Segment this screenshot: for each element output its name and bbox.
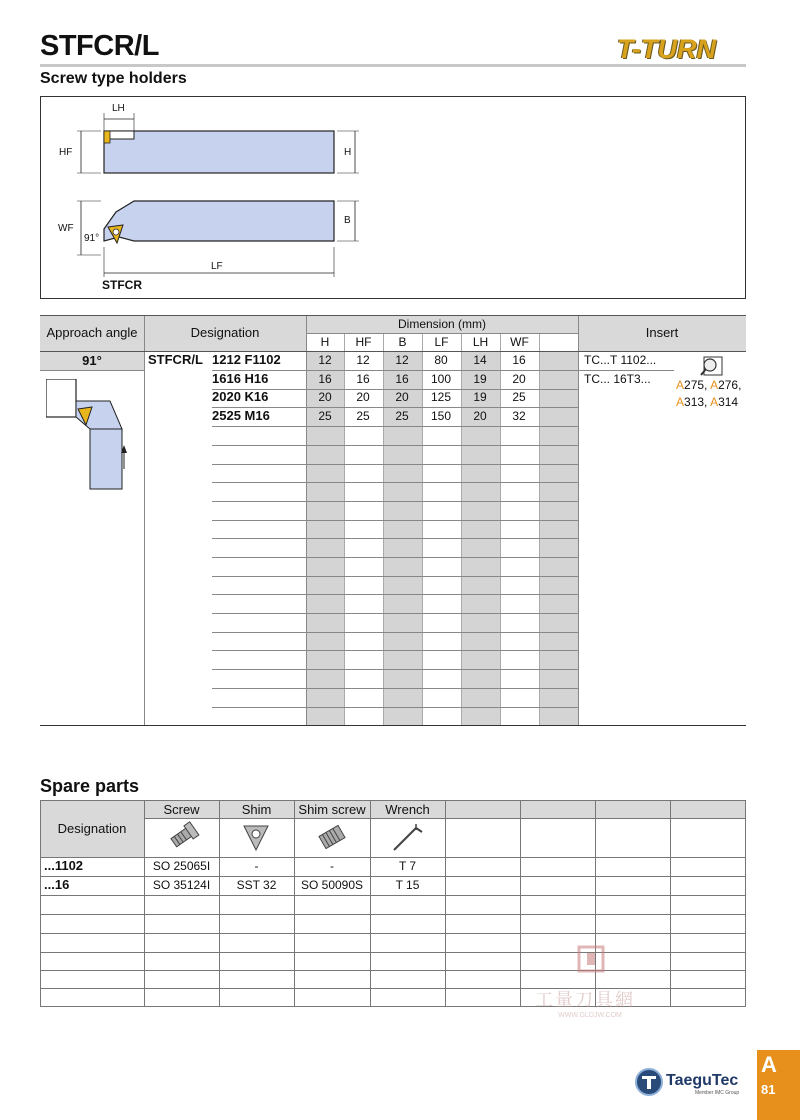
row-divider bbox=[212, 464, 578, 465]
spare-header-screw: Screw bbox=[163, 802, 200, 817]
col-b: B bbox=[398, 335, 407, 349]
spare-header-wrench: Wrench bbox=[385, 802, 430, 817]
row-divider bbox=[212, 538, 578, 539]
grid-line bbox=[40, 857, 746, 858]
header-designation: Designation bbox=[190, 325, 260, 340]
row-divider bbox=[212, 576, 578, 577]
designation-row-4: 2525 M16 bbox=[212, 408, 270, 423]
row-divider bbox=[212, 594, 578, 595]
dimension-value: 14 bbox=[473, 353, 487, 367]
holder-side-view bbox=[104, 131, 334, 173]
row-divider bbox=[578, 370, 674, 371]
row-divider bbox=[212, 482, 578, 483]
approach-angle-value: 91° bbox=[82, 353, 102, 368]
designation-row-2: 1616 H16 bbox=[212, 371, 269, 386]
dimension-value: 20 bbox=[473, 409, 487, 423]
holder-orientation-icon bbox=[46, 379, 136, 491]
watermark-url: WWW.GLDJW.COM bbox=[558, 1012, 622, 1019]
spare-parts-title: Spare parts bbox=[40, 776, 140, 796]
dimension-value: 80 bbox=[434, 353, 448, 367]
insert-reference-links[interactable]: A275, A276, A313, A314 bbox=[676, 378, 742, 409]
designation-row-1: 1212 F1102 bbox=[212, 352, 281, 367]
title-divider bbox=[40, 64, 746, 67]
section-tab bbox=[757, 1050, 800, 1120]
holder-top-view bbox=[104, 201, 334, 241]
page-title: STFCR/L bbox=[40, 30, 159, 62]
dimension-value: 20 bbox=[512, 372, 526, 386]
wf-label: WF bbox=[58, 223, 74, 234]
hf-label: HF bbox=[59, 147, 73, 158]
dimension-value: 20 bbox=[356, 390, 370, 404]
grid-line bbox=[144, 800, 145, 1007]
grid-line bbox=[294, 800, 295, 1007]
dimension-value: 100 bbox=[430, 372, 452, 386]
grid-line bbox=[445, 800, 446, 1007]
row-divider bbox=[212, 520, 578, 521]
dimension-value: 16 bbox=[318, 372, 332, 386]
row-divider bbox=[40, 370, 144, 371]
col-h: H bbox=[320, 335, 330, 349]
header-dimension: Dimension (mm) bbox=[397, 317, 486, 331]
h-label: H bbox=[344, 147, 352, 158]
row-divider bbox=[212, 445, 578, 446]
grid-line bbox=[40, 800, 746, 801]
row-divider bbox=[212, 707, 578, 708]
angle-label: 91° bbox=[84, 233, 100, 244]
spare-designation-row-2: ...16 bbox=[44, 877, 70, 892]
dimension-value: 125 bbox=[430, 390, 452, 404]
insert-row-1: TC...T 1102... bbox=[584, 353, 657, 367]
dimension-value: 25 bbox=[395, 409, 409, 423]
magnifier-book-icon bbox=[700, 355, 724, 377]
designation-prefix: STFCR/L bbox=[148, 352, 203, 367]
grid-line bbox=[40, 914, 746, 915]
dimension-value: 19 bbox=[473, 390, 487, 404]
dimension-value: 32 bbox=[512, 409, 526, 423]
brand-name: TaeguTec bbox=[666, 1072, 739, 1089]
row-divider bbox=[212, 632, 578, 633]
spare-wrench-row-2: T 15 bbox=[395, 878, 420, 892]
col-wf: WF bbox=[510, 335, 529, 349]
section-letter: A bbox=[761, 1052, 777, 1077]
dimension-table bbox=[40, 315, 746, 726]
row-divider bbox=[212, 426, 578, 427]
dimension-value: 16 bbox=[356, 372, 370, 386]
dimension-value: 150 bbox=[430, 409, 452, 423]
row-divider bbox=[212, 688, 578, 689]
spare-wrench-row-1: T 7 bbox=[398, 859, 417, 873]
col-lf: LF bbox=[434, 335, 449, 349]
spare-header-shim: Shim bbox=[241, 802, 272, 817]
watermark-text: 工量刀具網 bbox=[535, 990, 635, 1010]
shim-icon bbox=[238, 820, 274, 854]
dimension-value: 12 bbox=[356, 353, 370, 367]
dimension-value: 12 bbox=[395, 353, 409, 367]
spare-shim-screw-row-2: SO 50090S bbox=[300, 878, 364, 892]
spare-header-designation: Designation bbox=[57, 821, 127, 836]
diagram-caption: STFCR bbox=[102, 278, 142, 292]
brand-sub: Member IMC Group bbox=[695, 1090, 740, 1096]
spare-shim-screw-row-1: - bbox=[330, 859, 334, 873]
b-label: B bbox=[344, 215, 351, 226]
t-turn-logo: T-TURN bbox=[617, 34, 716, 64]
dimension-value: 25 bbox=[356, 409, 370, 423]
dimension-value: 12 bbox=[318, 353, 332, 367]
spare-shim-row-2: SST 32 bbox=[236, 878, 277, 892]
grid-line bbox=[40, 876, 746, 877]
lh-label: LH bbox=[112, 103, 125, 114]
insert-row-2: TC... 16T3... bbox=[584, 372, 651, 386]
holder-diagram bbox=[40, 96, 746, 299]
dimension-value: 16 bbox=[395, 372, 409, 386]
spare-shim-row-1: - bbox=[254, 859, 259, 873]
holder-drawing bbox=[41, 97, 745, 298]
watermark bbox=[535, 945, 655, 1019]
screw-icon bbox=[164, 820, 200, 854]
dimension-value: 20 bbox=[395, 390, 409, 404]
row-divider bbox=[212, 501, 578, 502]
grid-line bbox=[40, 895, 746, 896]
grid-line bbox=[670, 800, 671, 1007]
dimension-value: 25 bbox=[512, 390, 526, 404]
grid-line bbox=[40, 933, 746, 934]
spare-designation-row-1: ...1102 bbox=[44, 858, 84, 873]
taegutec-logo-icon bbox=[635, 1068, 663, 1096]
row-divider bbox=[212, 650, 578, 651]
col-hf: HF bbox=[355, 335, 372, 349]
page-subtitle: Screw type holders bbox=[40, 70, 187, 87]
shim-screw-icon bbox=[314, 820, 350, 854]
row-divider bbox=[212, 613, 578, 614]
lf-label: LF bbox=[211, 261, 223, 272]
grid-line bbox=[219, 800, 220, 1007]
designation-row-3: 2020 K16 bbox=[212, 389, 269, 404]
col-lh: LH bbox=[472, 335, 489, 349]
dimension-value: 20 bbox=[318, 390, 332, 404]
header-insert: Insert bbox=[645, 325, 679, 340]
grid-line bbox=[144, 818, 746, 819]
dimension-value: 19 bbox=[473, 372, 487, 386]
spare-screw-row-1: SO 25065I bbox=[152, 859, 211, 873]
spare-header-shim-screw: Shim screw bbox=[298, 802, 366, 817]
spare-screw-row-2: SO 35124I bbox=[152, 878, 211, 892]
grid-line bbox=[520, 800, 521, 1007]
dimension-value: 25 bbox=[318, 409, 332, 423]
grid-line bbox=[745, 800, 746, 1007]
page-number: 81 bbox=[761, 1082, 776, 1097]
row-divider bbox=[212, 557, 578, 558]
grid-line bbox=[370, 800, 371, 1007]
watermark-logo-icon bbox=[535, 945, 655, 989]
row-divider bbox=[212, 669, 578, 670]
header-approach-angle: Approach angle bbox=[46, 325, 138, 340]
dimension-value: 16 bbox=[512, 353, 526, 367]
wrench-icon bbox=[388, 820, 428, 854]
